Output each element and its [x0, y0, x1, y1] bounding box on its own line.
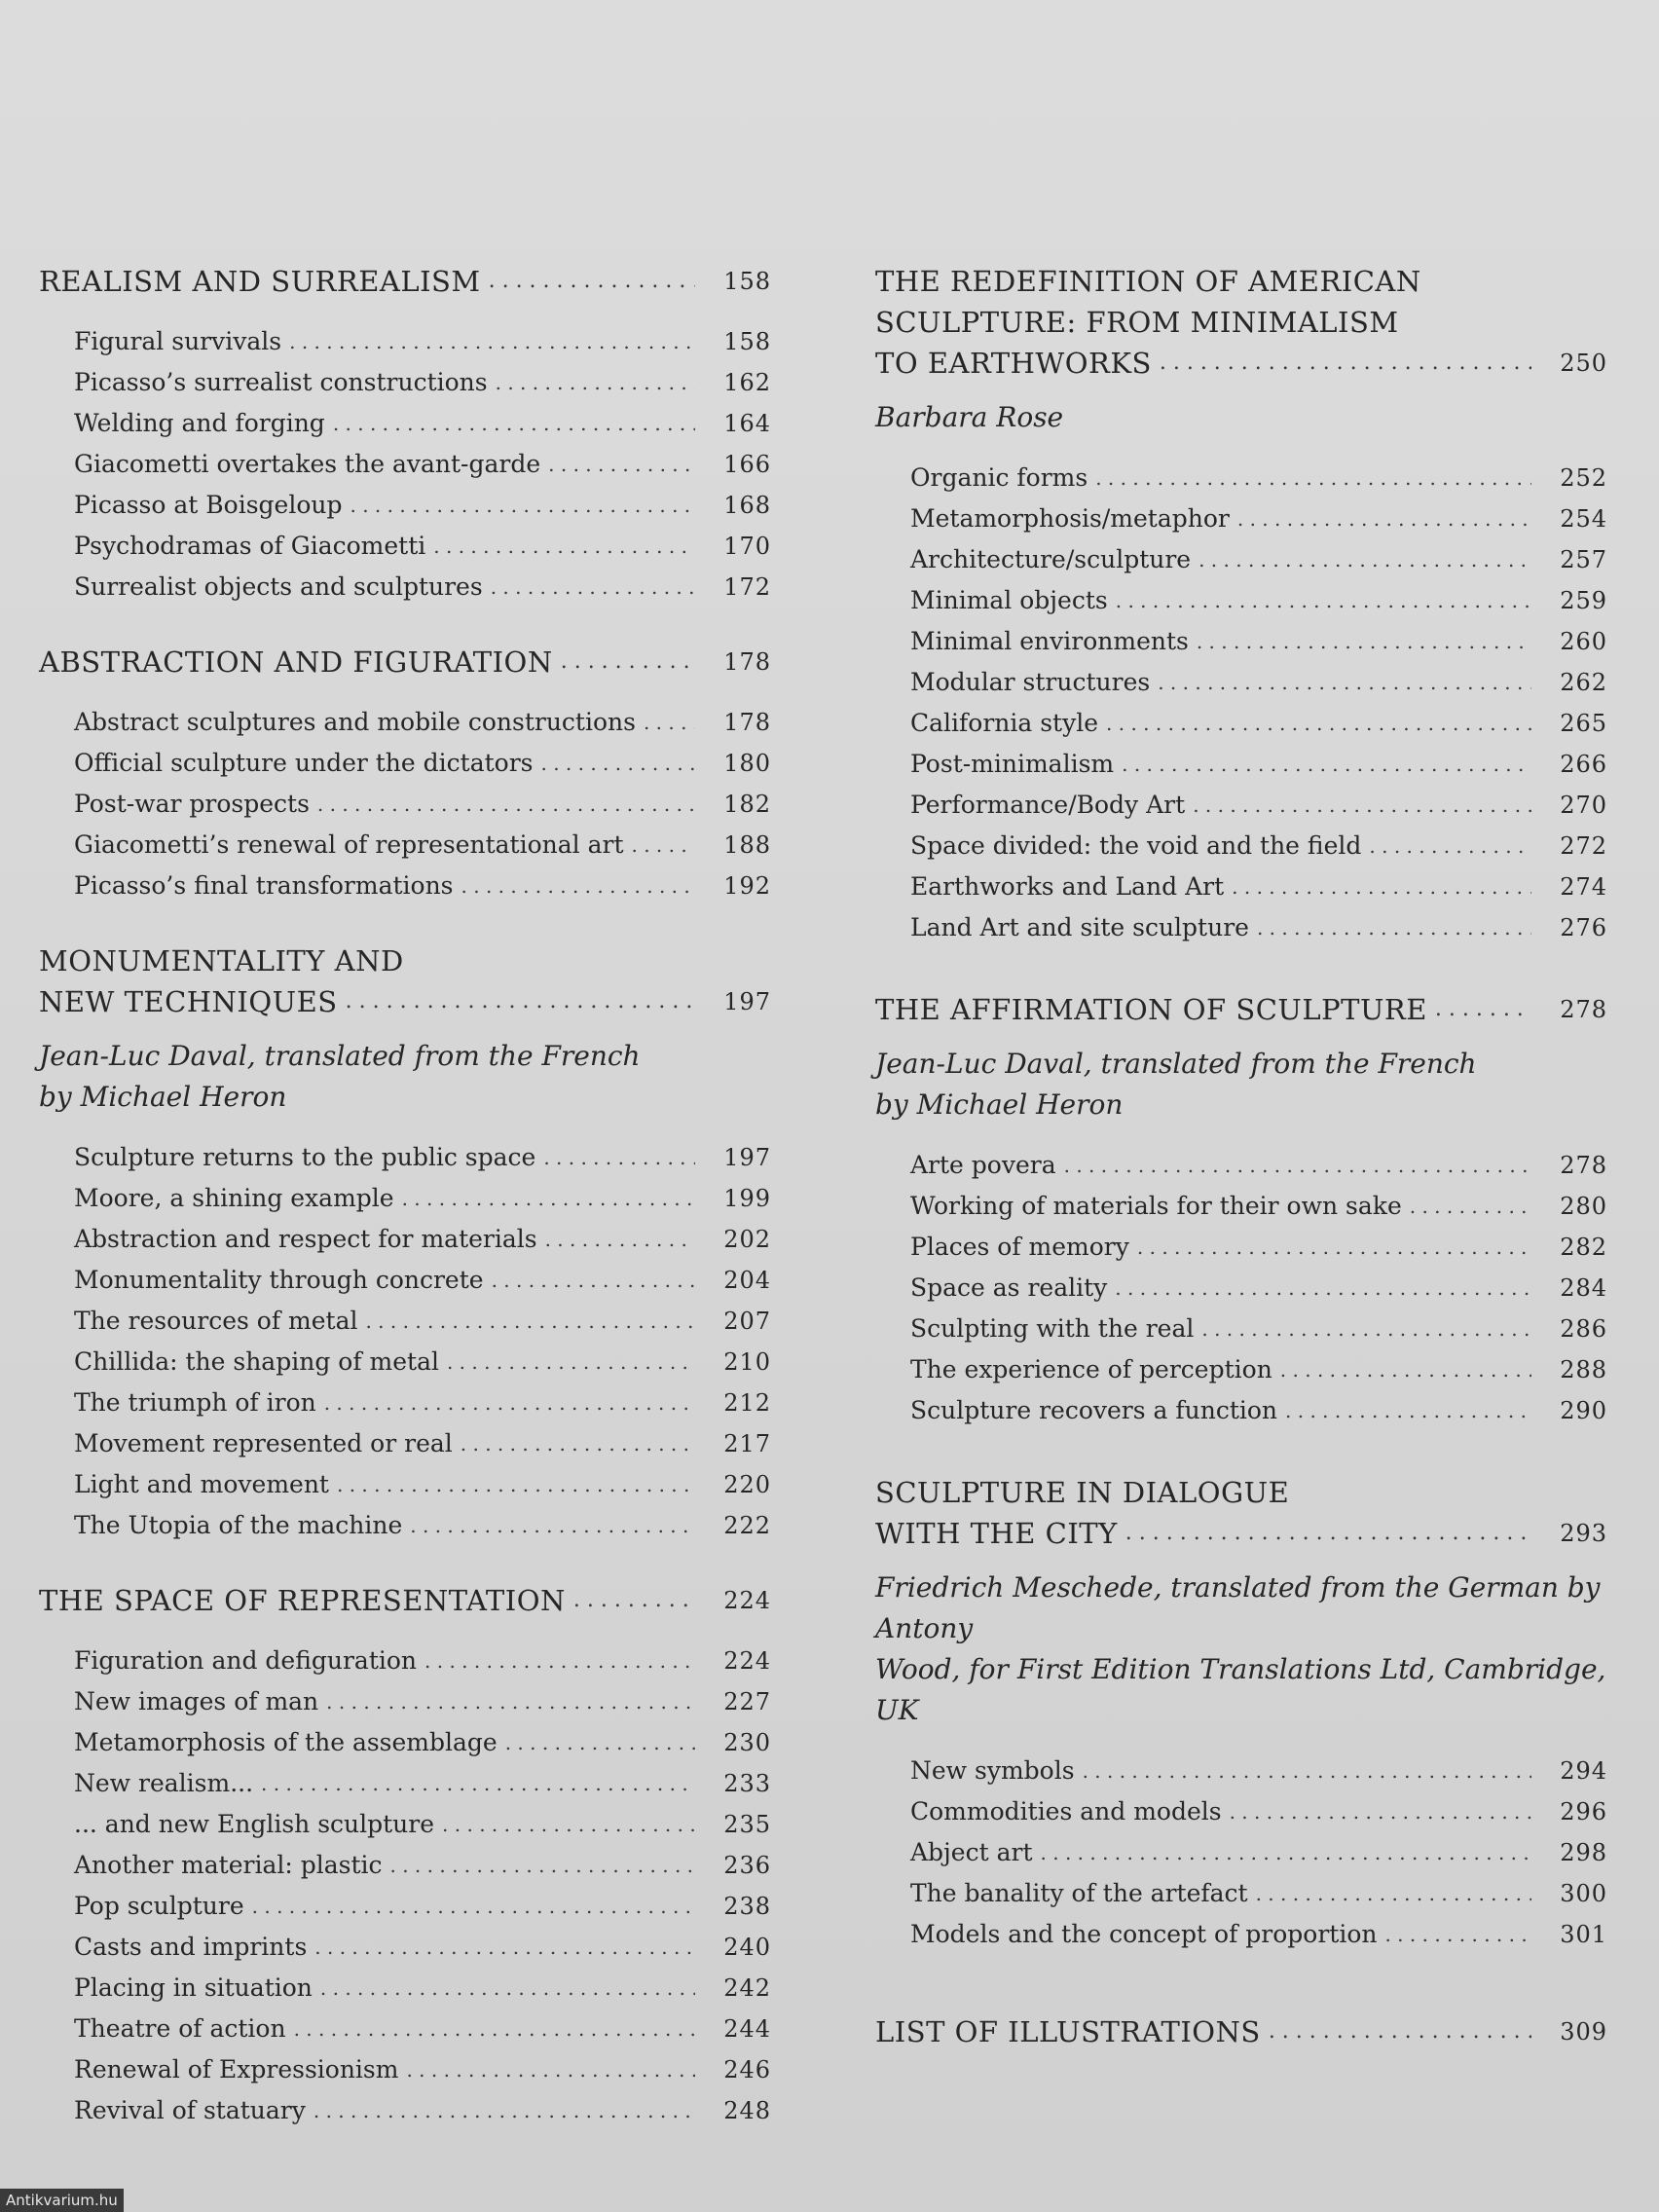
author-line: Jean-Luc Daval, translated from the French	[875, 1048, 1477, 1080]
leader-dots	[1248, 1873, 1531, 1914]
leader-dots	[425, 526, 695, 567]
entry-title: Sculpture recovers a function	[910, 1396, 1278, 1424]
entry-title: Renewal of Expressionism	[74, 2055, 399, 2083]
leader-dots	[329, 1464, 695, 1505]
section-title: NEW TECHNIQUES	[39, 985, 338, 1018]
leader-dots	[281, 321, 695, 362]
toc-section-the-space-of-representation	[39, 1580, 771, 2131]
entry-page-number: 166	[723, 451, 771, 478]
toc-section-new-techniques	[39, 940, 771, 1546]
toc-entry	[74, 1260, 771, 1301]
entry-title: Organic forms	[910, 463, 1088, 492]
leader-dots	[624, 825, 696, 866]
entry-page-number: 265	[1560, 710, 1607, 737]
leader-dots	[454, 866, 695, 906]
toc-entry	[74, 1927, 771, 1968]
entry-page-number: 192	[723, 872, 771, 900]
entry-title: Surrealist objects and sculptures	[74, 572, 483, 601]
toc-section-list-of-illustrations	[875, 2011, 1607, 2052]
entry-title: Theatre of action	[74, 2014, 286, 2043]
entry-page-number: 242	[723, 1974, 771, 2002]
entry-page-number: 233	[723, 1770, 771, 1797]
section-title: WITH THE CITY	[875, 1517, 1118, 1550]
leader-dots	[342, 485, 695, 526]
entry-page-number: 235	[723, 1811, 771, 1838]
section-title: REALISM AND SURREALISM	[39, 265, 481, 298]
entry-page-number: 270	[1560, 792, 1607, 819]
toc-entry	[910, 1873, 1607, 1914]
leader-dots	[434, 1804, 695, 1845]
toc-entry-list	[39, 1641, 771, 2131]
entry-page-number: 248	[723, 2097, 771, 2124]
leader-dots	[636, 702, 695, 743]
entry-page-number: 296	[1560, 1798, 1607, 1825]
entry-page-number: 262	[1560, 669, 1607, 696]
entry-page-number: 257	[1560, 546, 1607, 573]
entry-page-number: 178	[723, 709, 771, 736]
toc-entry	[910, 458, 1607, 498]
toc-entry	[74, 444, 771, 485]
watermark: Antikvarium.hu	[0, 2189, 124, 2212]
section-heading	[875, 1472, 1607, 1554]
toc-entry	[74, 1968, 771, 2009]
section-heading	[39, 642, 771, 682]
leader-dots	[244, 1886, 695, 1927]
leader-dots	[484, 1260, 695, 1301]
toc-entry	[74, 2090, 771, 2131]
leader-dots	[553, 642, 695, 682]
entry-page-number: 244	[723, 2015, 771, 2043]
entry-title: Giacometti’s renewal of representational art	[74, 830, 624, 859]
leader-dots	[537, 1219, 695, 1260]
leader-dots	[1230, 498, 1531, 539]
toc-entry	[910, 1832, 1607, 1873]
leader-dots	[325, 403, 695, 444]
leader-dots	[306, 2090, 695, 2131]
leader-dots	[566, 1580, 695, 1621]
leader-dots	[481, 261, 695, 302]
entry-title: Another material: plastic	[74, 1851, 383, 1879]
section-heading	[875, 261, 1607, 384]
author-line: by Michael Heron	[39, 1081, 287, 1113]
leader-dots	[498, 1722, 695, 1763]
section-heading-line: SCULPTURE IN DIALOGUE	[875, 1476, 1290, 1509]
entry-title: Psychodramas of Giacometti	[74, 532, 426, 560]
leader-dots	[1088, 458, 1531, 498]
entry-title: Performance/Body Art	[910, 791, 1186, 819]
toc-entry	[910, 1186, 1607, 1227]
entry-title: The banality of the artefact	[910, 1879, 1248, 1907]
entry-page-number: 197	[723, 1144, 771, 1171]
toc-entry	[74, 362, 771, 403]
leader-dots	[316, 1382, 695, 1423]
entry-page-number: 301	[1560, 1921, 1607, 1948]
leader-dots	[313, 1968, 695, 2009]
section-page-number: 278	[1560, 996, 1607, 1023]
toc-entry	[74, 403, 771, 444]
toc-entry	[910, 1791, 1607, 1832]
entry-title: The resources of metal	[74, 1307, 358, 1335]
toc-entry	[74, 2009, 771, 2049]
toc-entry	[74, 1804, 771, 1845]
toc-entry	[74, 567, 771, 608]
toc-entry	[74, 1464, 771, 1505]
section-title: THE SPACE OF REPRESENTATION	[39, 1584, 566, 1617]
leader-dots	[535, 1137, 695, 1178]
section-heading	[39, 1580, 771, 1621]
entry-title: New images of man	[74, 1687, 319, 1715]
author-line: Friedrich Meschede, translated from the German by Antony	[875, 1571, 1601, 1644]
toc-entry	[910, 1751, 1607, 1791]
section-title: THE AFFIRMATION OF SCULPTURE	[875, 993, 1427, 1026]
toc-entry	[910, 826, 1607, 866]
entry-title: Space as reality	[910, 1273, 1108, 1302]
toc-entry	[74, 1845, 771, 1886]
toc-entry	[74, 321, 771, 362]
entry-page-number: 202	[723, 1226, 771, 1253]
leader-dots	[1377, 1914, 1531, 1955]
toc-entry	[910, 1914, 1607, 1955]
entry-page-number: 180	[723, 750, 771, 777]
toc-entry	[74, 825, 771, 866]
section-heading	[39, 261, 771, 302]
leader-dots	[417, 1641, 695, 1681]
entry-page-number: 294	[1560, 1757, 1607, 1785]
entry-page-number: 246	[723, 2056, 771, 2083]
entry-page-number: 290	[1560, 1397, 1607, 1424]
toc-entry	[74, 866, 771, 906]
leader-dots	[540, 444, 695, 485]
toc-entry	[74, 1137, 771, 1178]
entry-title: Post-minimalism	[910, 750, 1115, 778]
toc-entry	[910, 866, 1607, 907]
entry-page-number: 288	[1560, 1356, 1607, 1383]
toc-entry	[74, 1505, 771, 1546]
toc-entry	[74, 702, 771, 743]
section-heading	[875, 989, 1607, 1030]
leader-dots	[318, 1681, 695, 1722]
leader-dots	[402, 1505, 695, 1546]
leader-dots	[398, 2049, 695, 2090]
entry-title: Minimal environments	[910, 627, 1189, 655]
section-page-number: 293	[1560, 1520, 1607, 1547]
leader-dots	[1361, 826, 1531, 866]
toc-column-left	[39, 261, 771, 2165]
leader-dots	[1056, 1145, 1531, 1186]
toc-section-with-the-city	[875, 1472, 1607, 1955]
leader-dots	[1222, 1791, 1531, 1832]
toc-entry	[74, 1301, 771, 1342]
section-author	[875, 397, 1607, 438]
entry-title: Working of materials for their own sake	[910, 1192, 1402, 1220]
entry-page-number: 238	[723, 1893, 771, 1920]
entry-title: Sculpture returns to the public space	[74, 1143, 536, 1171]
entry-page-number: 204	[723, 1267, 771, 1294]
leader-dots	[338, 981, 695, 1022]
entry-title: New realism...	[74, 1769, 254, 1797]
entry-page-number: 230	[723, 1729, 771, 1756]
entry-page-number: 259	[1560, 587, 1607, 614]
author-line: Jean-Luc Daval, translated from the French	[39, 1040, 641, 1072]
toc-entry-list	[875, 1145, 1607, 1431]
entry-page-number: 266	[1560, 751, 1607, 778]
section-heading-line: THE REDEFINITION OF AMERICAN	[875, 265, 1421, 298]
leader-dots	[488, 362, 695, 403]
section-title: LIST OF ILLUSTRATIONS	[875, 2015, 1261, 2048]
author-line: by Michael Heron	[875, 1088, 1124, 1121]
toc-entry	[910, 1390, 1607, 1431]
entry-title: Sculpting with the real	[910, 1314, 1195, 1343]
section-author	[875, 1567, 1607, 1731]
toc-entry	[74, 526, 771, 567]
section-heading-line: SCULPTURE: FROM MINIMALISM	[875, 306, 1399, 339]
entry-page-number: 227	[723, 1688, 771, 1715]
leader-dots	[533, 743, 695, 784]
leader-dots	[1152, 343, 1531, 384]
entry-page-number: 236	[723, 1852, 771, 1879]
entry-page-number: 260	[1560, 628, 1607, 655]
toc-entry	[74, 1382, 771, 1423]
section-title: ABSTRACTION AND FIGURATION	[39, 645, 553, 679]
leader-dots	[394, 1178, 695, 1219]
section-heading	[875, 2011, 1607, 2052]
entry-title: Placing in situation	[74, 1973, 313, 2002]
section-page-number: 224	[723, 1587, 771, 1614]
leader-dots	[1427, 989, 1531, 1030]
leader-dots	[310, 784, 695, 825]
entry-page-number: 224	[723, 1647, 771, 1675]
toc-entry	[74, 1722, 771, 1763]
toc-column-right	[875, 261, 1607, 2093]
entry-title: ... and new English sculpture	[74, 1810, 435, 1838]
toc-entry	[74, 1763, 771, 1804]
entry-page-number: 164	[723, 410, 771, 437]
leader-dots	[1107, 1268, 1531, 1309]
leader-dots	[439, 1342, 695, 1382]
entry-page-number: 252	[1560, 464, 1607, 492]
entry-page-number: 276	[1560, 914, 1607, 941]
section-page-number: 309	[1560, 2018, 1607, 2046]
leader-dots	[1033, 1832, 1531, 1873]
section-title: TO EARTHWORKS	[875, 347, 1152, 380]
entry-page-number: 222	[723, 1512, 771, 1539]
entry-title: Places of memory	[910, 1233, 1129, 1261]
leader-dots	[1185, 785, 1531, 826]
leader-dots	[1075, 1751, 1531, 1791]
entry-title: New symbols	[910, 1756, 1075, 1785]
entry-title: Space divided: the void and the field	[910, 831, 1362, 860]
entry-page-number: 210	[723, 1348, 771, 1376]
entry-title: Architecture/sculpture	[910, 545, 1192, 573]
section-heading	[39, 940, 771, 1022]
entry-page-number: 220	[723, 1471, 771, 1498]
section-page-number: 250	[1560, 350, 1607, 377]
section-author	[875, 1044, 1607, 1125]
toc-entry	[910, 744, 1607, 785]
leader-dots	[483, 567, 695, 608]
toc-entry-list	[39, 1137, 771, 1546]
toc-entry	[74, 1641, 771, 1681]
entry-title: Models and the concept of proportion	[910, 1920, 1378, 1948]
entry-page-number: 217	[723, 1430, 771, 1457]
toc-entry	[74, 2049, 771, 2090]
toc-entry-list	[875, 1751, 1607, 1955]
leader-dots	[253, 1763, 695, 1804]
entry-page-number: 300	[1560, 1880, 1607, 1907]
toc-entry	[910, 1349, 1607, 1390]
entry-page-number: 286	[1560, 1315, 1607, 1343]
toc-entry	[910, 785, 1607, 826]
leader-dots	[1114, 744, 1531, 785]
leader-dots	[1277, 1390, 1531, 1431]
entry-title: Monumentality through concrete	[74, 1266, 484, 1294]
toc-entry	[74, 1178, 771, 1219]
leader-dots	[357, 1301, 695, 1342]
entry-title: Commodities and models	[910, 1797, 1222, 1825]
author-line: Barbara Rose	[875, 401, 1064, 433]
entry-title: Earthworks and Land Art	[910, 872, 1225, 901]
toc-section-the-affirmation-of-sculpture	[875, 989, 1607, 1431]
entry-page-number: 278	[1560, 1152, 1607, 1179]
leader-dots	[1191, 539, 1531, 580]
entry-page-number: 272	[1560, 832, 1607, 860]
toc-entry	[74, 1681, 771, 1722]
leader-dots	[1272, 1349, 1531, 1390]
leader-dots	[1402, 1186, 1531, 1227]
leader-dots	[383, 1845, 696, 1886]
entry-title: Modular structures	[910, 668, 1151, 696]
entry-title: Movement represented or real	[74, 1429, 453, 1457]
toc-entry	[910, 907, 1607, 948]
entry-title: Giacometti overtakes the avant-garde	[74, 450, 541, 478]
toc-entry	[910, 703, 1607, 744]
toc-entry	[74, 743, 771, 784]
leader-dots	[1224, 866, 1531, 907]
toc-entry	[74, 485, 771, 526]
entry-title: Land Art and site sculpture	[910, 913, 1249, 941]
entry-page-number: 254	[1560, 505, 1607, 533]
entry-page-number: 199	[723, 1185, 771, 1212]
toc-entry	[910, 1268, 1607, 1309]
leader-dots	[307, 1927, 695, 1968]
entry-title: Picasso’s final transformations	[74, 871, 454, 900]
entry-title: The Utopia of the machine	[74, 1511, 403, 1539]
entry-page-number: 212	[723, 1389, 771, 1417]
entry-page-number: 168	[723, 492, 771, 519]
leader-dots	[453, 1423, 695, 1464]
section-page-number: 197	[723, 988, 771, 1015]
toc-entry	[74, 1886, 771, 1927]
toc-section-abstraction-and-figuration	[39, 642, 771, 906]
leader-dots	[286, 2009, 695, 2049]
entry-title: The triumph of iron	[74, 1388, 316, 1417]
entry-title: Arte povera	[910, 1151, 1056, 1179]
entry-page-number: 158	[723, 328, 771, 355]
leader-dots	[1189, 621, 1531, 662]
entry-title: Figuration and defiguration	[74, 1646, 418, 1675]
toc-entry-list	[39, 321, 771, 608]
entry-title: The experience of perception	[910, 1355, 1272, 1383]
toc-entry	[74, 1342, 771, 1382]
toc-entry	[910, 662, 1607, 703]
entry-title: Pop sculpture	[74, 1892, 244, 1920]
entry-title: Abstract sculptures and mobile constructions	[74, 708, 636, 736]
entry-page-number: 188	[723, 831, 771, 859]
entry-title: Post-war prospects	[74, 790, 310, 818]
toc-entry-list	[39, 702, 771, 906]
toc-section-realism-and-surrealism	[39, 261, 771, 608]
entry-title: Picasso’s surrealist constructions	[74, 368, 488, 396]
entry-title: Abstraction and respect for materials	[74, 1225, 537, 1253]
toc-entry	[910, 539, 1607, 580]
toc-entry	[74, 1423, 771, 1464]
entry-title: Minimal objects	[910, 586, 1108, 614]
entry-title: Moore, a shining example	[74, 1184, 394, 1212]
entry-page-number: 182	[723, 791, 771, 818]
section-page-number: 178	[723, 648, 771, 676]
leader-dots	[1108, 580, 1531, 621]
author-line: Wood, for First Edition Translations Ltd, Cambridge, UK	[875, 1653, 1606, 1726]
entry-page-number: 170	[723, 533, 771, 560]
toc-entry	[910, 621, 1607, 662]
entry-title: Revival of statuary	[74, 2096, 306, 2124]
toc-entry	[910, 1145, 1607, 1186]
toc-entry	[910, 498, 1607, 539]
entry-page-number: 280	[1560, 1193, 1607, 1220]
leader-dots	[1249, 907, 1531, 948]
entry-title: Metamorphosis of the assemblage	[74, 1728, 498, 1756]
entry-title: California style	[910, 709, 1099, 737]
entry-title: Picasso at Boisgeloup	[74, 491, 343, 519]
toc-entry	[910, 580, 1607, 621]
entry-title: Chillida: the shaping of metal	[74, 1347, 439, 1376]
section-page-number: 158	[723, 268, 771, 295]
entry-page-number: 298	[1560, 1839, 1607, 1866]
entry-title: Abject art	[910, 1838, 1033, 1866]
toc-entry	[74, 1219, 771, 1260]
section-heading-line: MONUMENTALITY AND	[39, 944, 404, 977]
entry-page-number: 207	[723, 1308, 771, 1335]
toc-section-to-earthworks	[875, 261, 1607, 948]
entry-title: Casts and imprints	[74, 1933, 308, 1961]
toc-entry	[74, 784, 771, 825]
entry-title: Welding and forging	[74, 409, 325, 437]
toc-entry-list	[875, 458, 1607, 948]
leader-dots	[1261, 2011, 1531, 2052]
leader-dots	[1194, 1309, 1531, 1349]
entry-page-number: 240	[723, 1934, 771, 1961]
toc-entry	[910, 1227, 1607, 1268]
entry-page-number: 172	[723, 573, 771, 601]
leader-dots	[1150, 662, 1531, 703]
entry-title: Metamorphosis/metaphor	[910, 504, 1230, 533]
entry-title: Official sculpture under the dictators	[74, 749, 534, 777]
section-author	[39, 1036, 771, 1118]
toc-entry	[910, 1309, 1607, 1349]
leader-dots	[1129, 1227, 1531, 1268]
entry-page-number: 274	[1560, 873, 1607, 901]
entry-page-number: 284	[1560, 1274, 1607, 1302]
entry-title: Figural survivals	[74, 327, 282, 355]
entry-page-number: 282	[1560, 1234, 1607, 1261]
leader-dots	[1098, 703, 1531, 744]
entry-page-number: 162	[723, 369, 771, 396]
entry-title: Light and movement	[74, 1470, 329, 1498]
leader-dots	[1118, 1513, 1531, 1554]
